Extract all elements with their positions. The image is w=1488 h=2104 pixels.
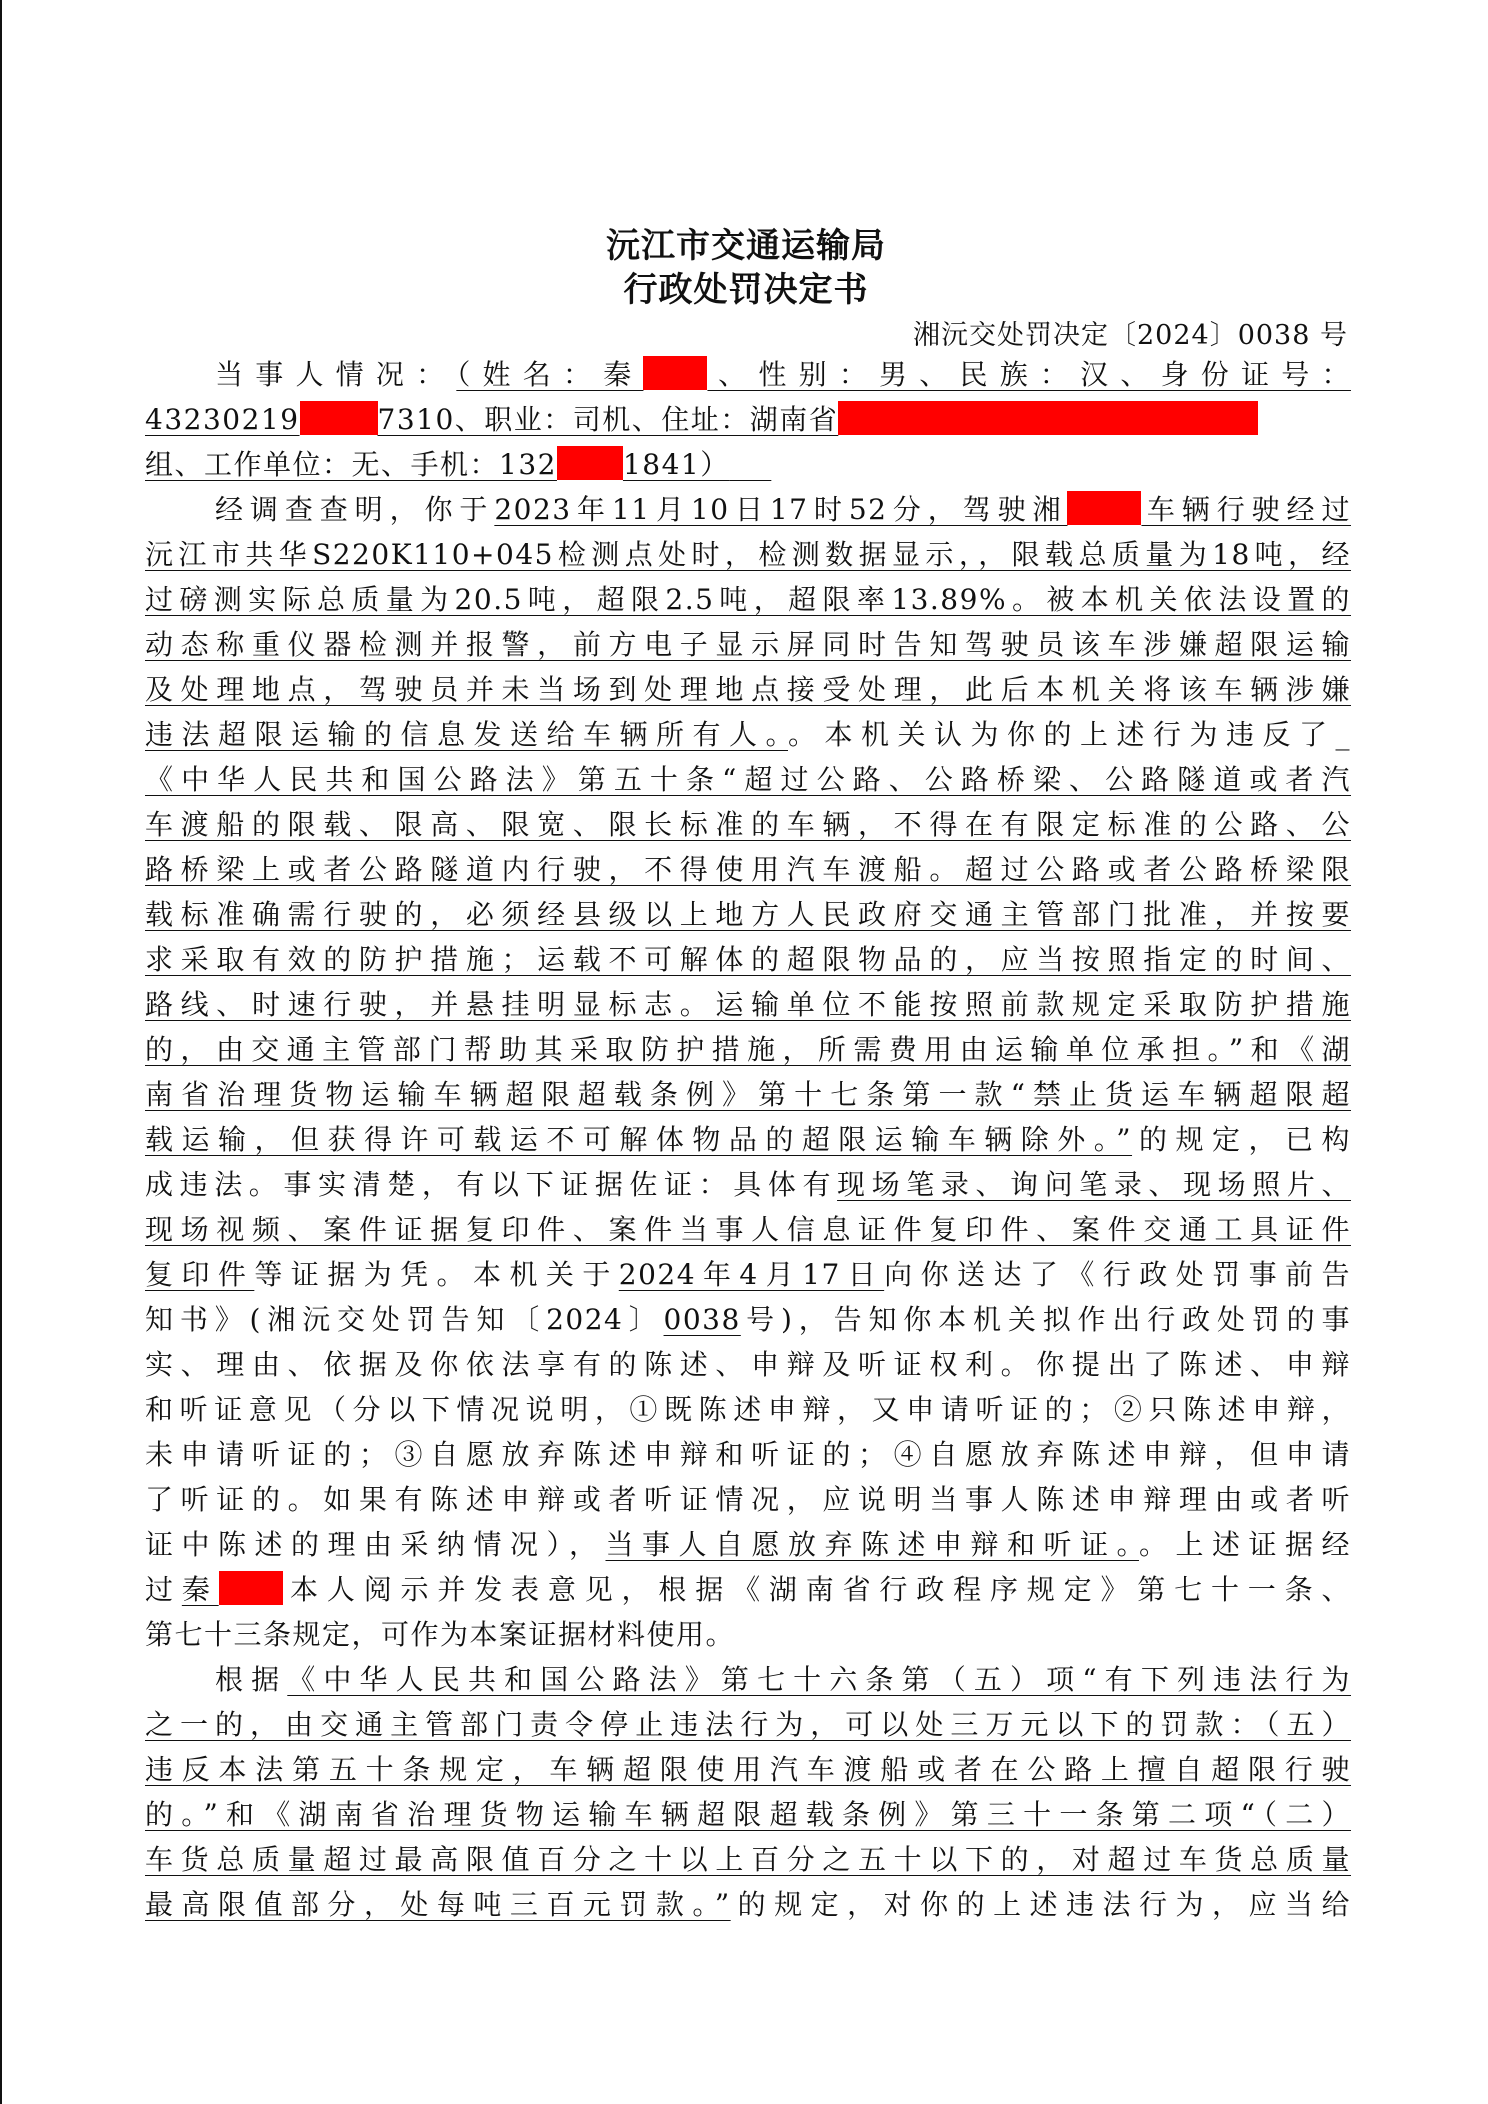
- text-line: 未申请听证的；③自愿放弃陈述申辩和听证的；④自愿放弃陈述申辩，但申请: [145, 1438, 1351, 1471]
- text-line: 根据《中华人民共和国公路法》第七十六条第（五）项“有下列违法行为: [215, 1663, 1351, 1696]
- redaction-block: [557, 446, 623, 480]
- text-line: 现场视频、案件证据复印件、案件当事人信息证件复印件、案件交通工具证件: [145, 1213, 1351, 1246]
- redaction-block: [643, 356, 707, 390]
- text-line: 载标准确需行驶的，必须经县级以上地方人民政府交通主管部门批准，并按要: [145, 898, 1351, 931]
- document-body: [145, 352, 1351, 1927]
- text-line: 路线、时速行驶，并悬挂明显标志。运输单位不能按照前款规定采取防护措施: [145, 988, 1351, 1021]
- text-line: 知书》(湘沅交处罚告知〔2024〕0038号)，告知你本机关拟作出行政处罚的事: [145, 1303, 1351, 1336]
- text-line: 违法超限运输的信息发送给车辆所有人。。本机关认为你的上述行为违反了_: [145, 718, 1351, 751]
- text-line: 违反本法第五十条规定，车辆超限使用汽车渡船或者在公路上擅自超限行驶: [145, 1753, 1351, 1786]
- text-line: 组、工作单位：无、手机：132 1841）: [145, 448, 730, 481]
- agency-title: 沅江市交通运输局: [606, 226, 886, 266]
- text-line: 南省治理货物运输车辆超限超载条例》第十七条第一款“禁止货运车辆超限超: [145, 1078, 1351, 1111]
- text-line: 复印件等证据为凭。本机关于2024年4月17日向你送达了《行政处罚事前告: [145, 1258, 1351, 1291]
- text-line: 车货总质量超过最高限值百分之十以上百分之五十以下的，对超过车货总质量: [145, 1843, 1351, 1876]
- text-line: 第七十三条规定，可作为本案证据材料使用。: [145, 1618, 736, 1651]
- redaction-block: [838, 401, 1258, 435]
- text-line: 载运输，但获得许可载运不可解体物品的超限运输车辆除外。”的规定，已构: [145, 1123, 1351, 1156]
- document-title: 行政处罚决定书: [623, 270, 869, 310]
- text-line: 动态称重仪器检测并报警，前方电子显示屏同时告知驾驶员该车涉嫌超限运输: [145, 628, 1351, 661]
- text-line: 及处理地点，驾驶员并未当场到处理地点接受处理，此后本机关将该车辆涉嫌: [145, 673, 1351, 706]
- text-line: 43230219 7310、职业：司机、住址：湖南省: [145, 397, 1351, 442]
- text-line: 的。”和《湖南省治理货物运输车辆超限超载条例》第三十一条第二项“（二）: [145, 1798, 1351, 1831]
- text-line: 车渡船的限载、限高、限宽、限长标准的车辆，不得在有限定标准的公路、公: [145, 808, 1351, 841]
- text-line: 了听证的。如果有陈述申辩或者听证情况，应说明当事人陈述申辩理由或者听: [145, 1483, 1351, 1516]
- redaction-block: [1067, 491, 1141, 525]
- text-line: 当事人情况：（姓名：秦 、性别：男、民族：汉、身份证号：: [215, 358, 1351, 391]
- text-line: 之一的，由交通主管部门责令停止违法行为，可以处三万元以下的罚款：（五）: [145, 1708, 1351, 1741]
- text-line: 过磅测实际总质量为20.5吨，超限2.5吨，超限率13.89%。被本机关依法设置的: [145, 583, 1351, 616]
- text-line: 的，由交通主管部门帮助其采取防护措施，所需费用由运输单位承担。”和《湖: [145, 1033, 1351, 1066]
- text-line: 最高限值部分，处每吨三百元罚款。”的规定，对你的上述违法行为，应当给: [145, 1888, 1351, 1921]
- text-line: 经调查查明，你于2023年11月10日17时52分，驾驶湘 车辆行驶经过: [215, 493, 1351, 526]
- redaction-block: [300, 401, 378, 435]
- text-line: 路桥梁上或者公路隧道内行驶，不得使用汽车渡船。超过公路或者公路桥梁限: [145, 853, 1351, 886]
- document-number: 湘沅交处罚决定〔2024〕0038 号: [912, 320, 1348, 351]
- text-line: 过秦 本人阅示并发表意见，根据《湖南省行政程序规定》第七十一条、: [145, 1573, 1351, 1606]
- text-line: 证中陈述的理由采纳情况），当事人自愿放弃陈述申辩和听证。。上述证据经: [145, 1528, 1351, 1561]
- redaction-block: [219, 1571, 283, 1605]
- text-line: 实、理由、依据及你依法享有的陈述、申辩及听证权利。你提出了陈述、申辩: [145, 1348, 1351, 1381]
- text-line: 求采取有效的防护措施；运载不可解体的超限物品的，应当按照指定的时间、: [145, 943, 1351, 976]
- text-line: 和听证意见（分以下情况说明，①既陈述申辩，又申请听证的；②只陈述申辩，: [145, 1393, 1351, 1426]
- text-line: 《中华人民共和国公路法》第五十条“超过公路、公路桥梁、公路隧道或者汽: [145, 763, 1351, 796]
- party-info-underlined: （姓名：秦 、性别：男、民族：汉、身份证号：: [456, 358, 1351, 391]
- text-line: 沅江市共华S220K110+045检测点处时，检测数据显示，，限载总质量为18吨，经: [145, 538, 1351, 571]
- text-line: 成违法。事实清楚，有以下证据佐证：具体有现场笔录、询问笔录、现场照片、: [145, 1168, 1351, 1201]
